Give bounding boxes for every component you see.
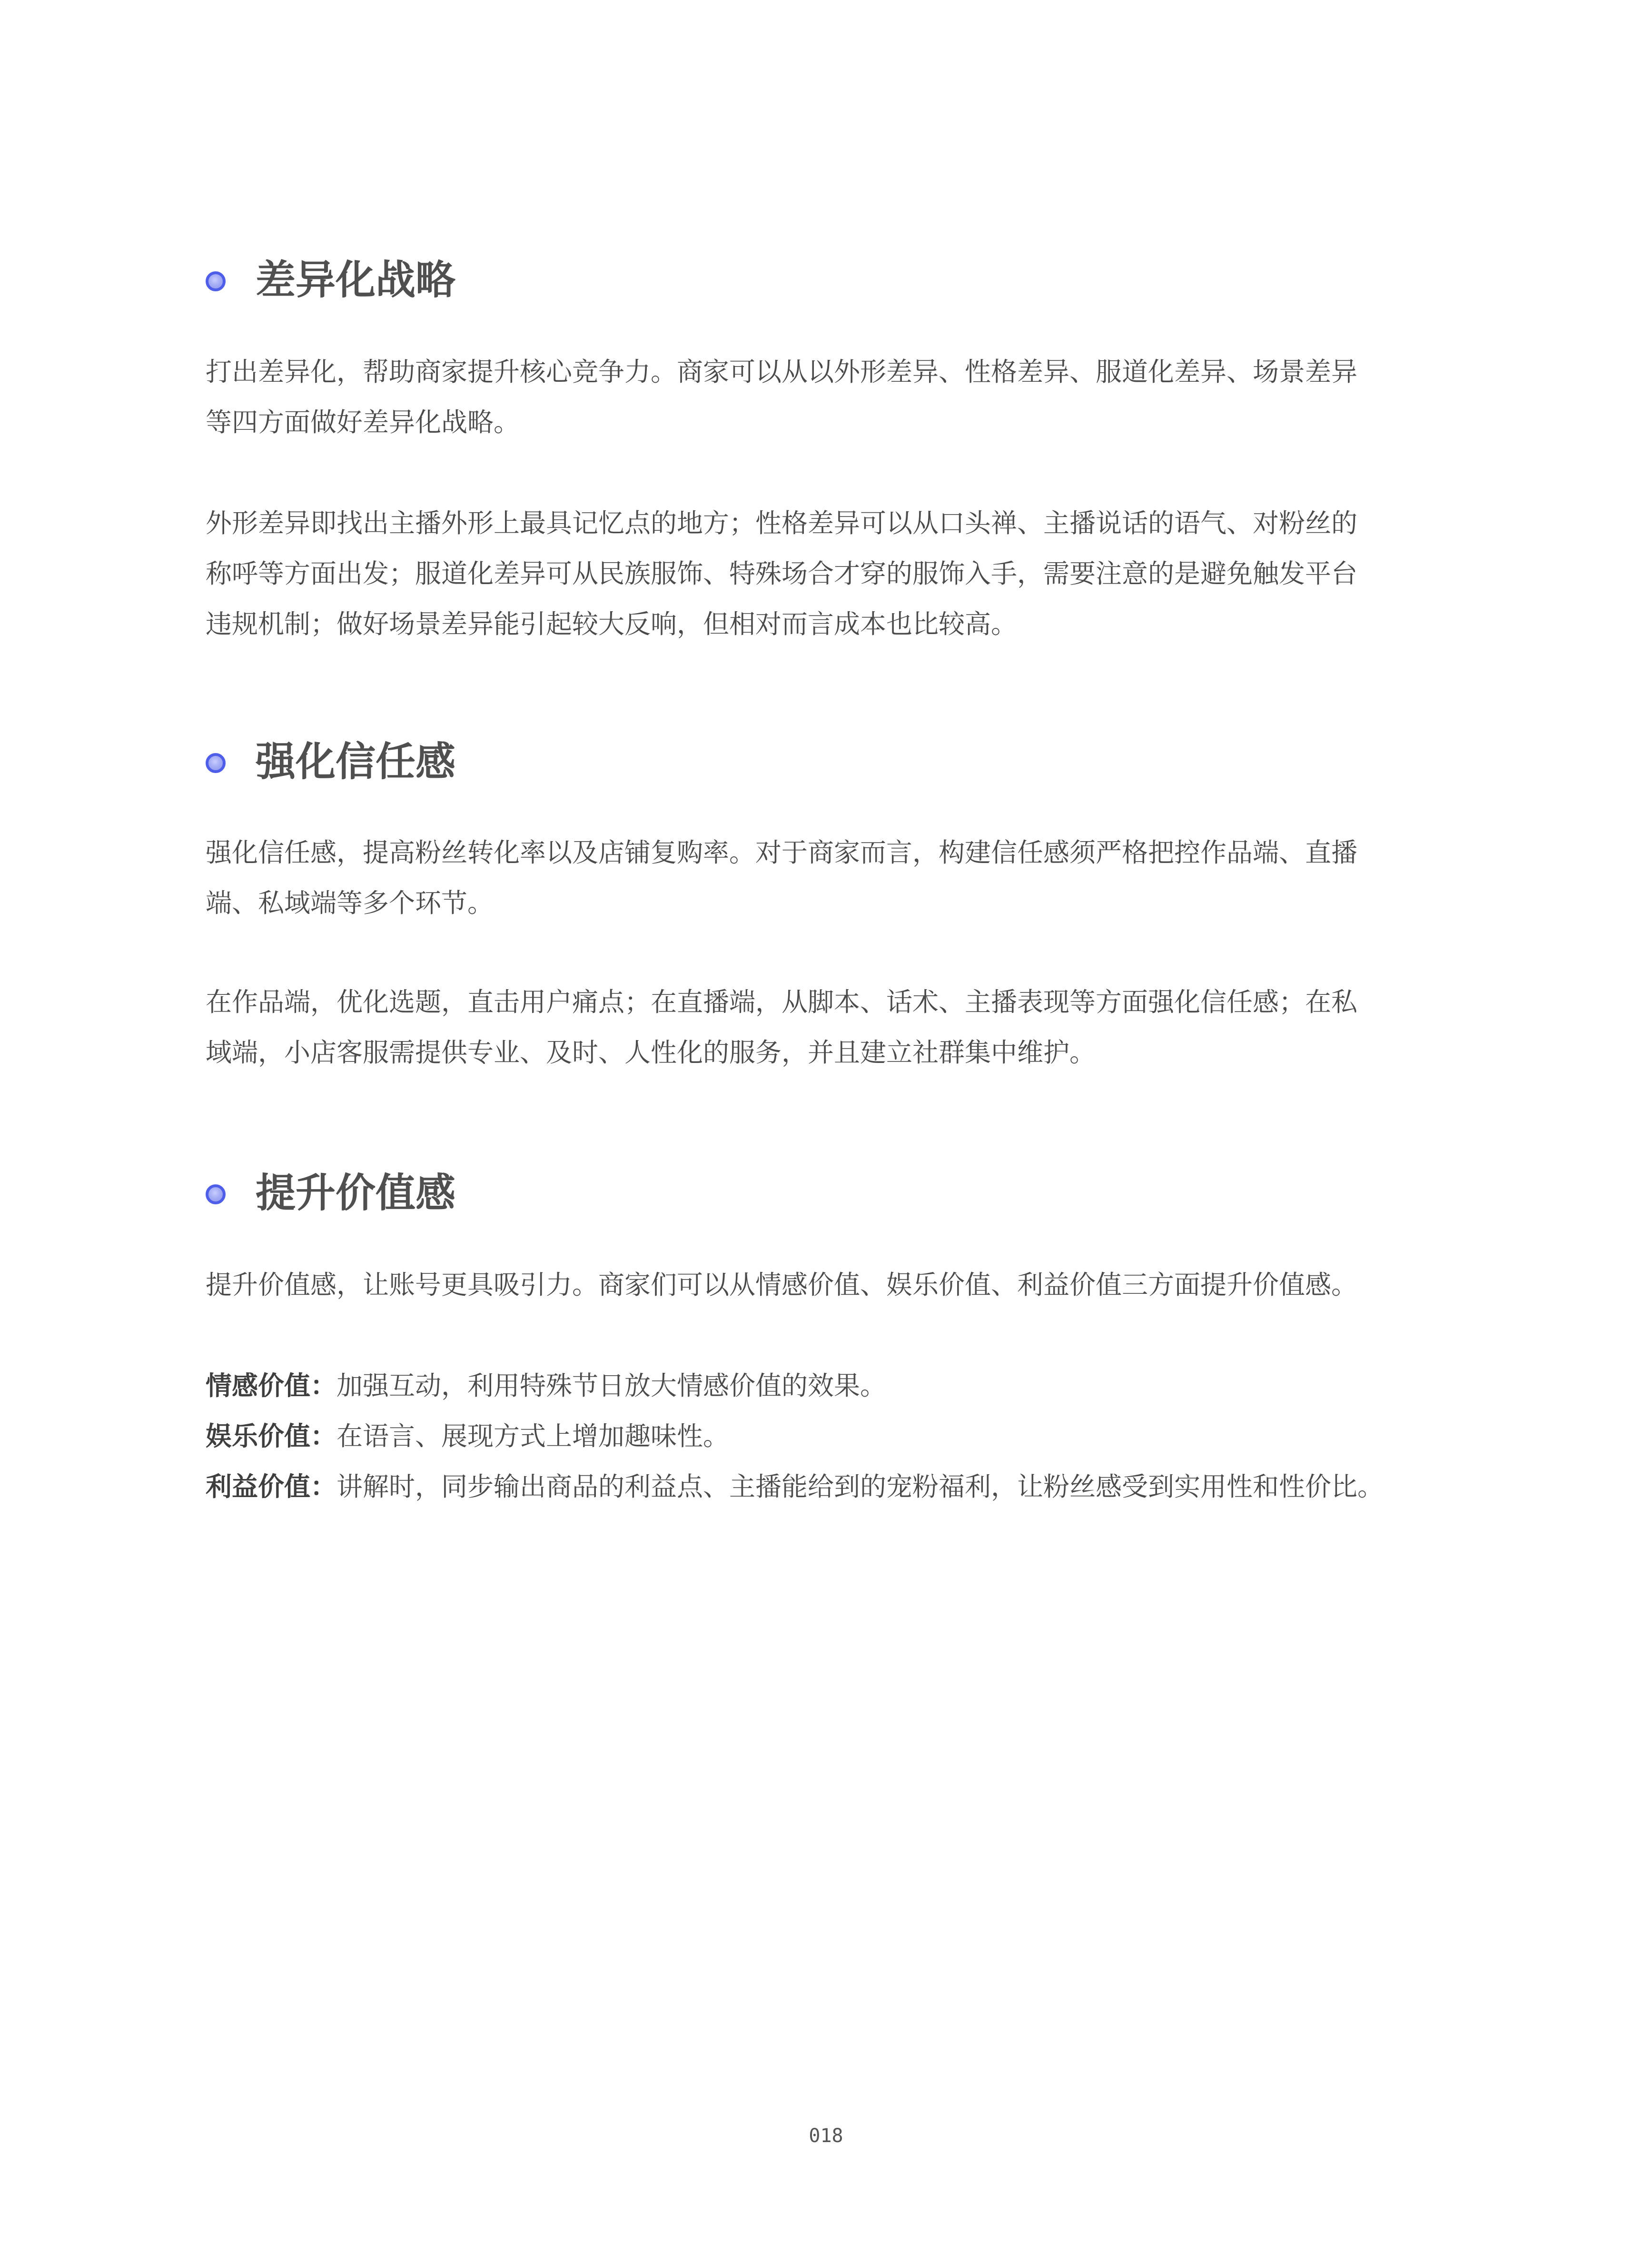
value-item-text: 加强互动，利用特殊节日放大情感价值的效果。 [336, 1370, 887, 1401]
section-heading [206, 251, 1472, 308]
section-title: 差异化战略 [256, 257, 456, 303]
paragraph-line: 外形差异即找出主播外形上最具记忆点的地方；性格差异可以从口头禅、主播说话的语气、对粉丝的 [206, 508, 1358, 538]
page-number: 018 [809, 2125, 843, 2147]
section-title: 强化信任感 [256, 738, 456, 785]
value-item [206, 1360, 1384, 1411]
paragraph [206, 977, 1357, 1078]
value-item-key: 情感价值： [206, 1370, 337, 1401]
paragraph [206, 498, 1357, 649]
section-trust [206, 733, 1472, 1068]
section-heading [206, 1164, 1472, 1221]
section-title: 提升价值感 [256, 1170, 456, 1216]
paragraph [206, 1260, 1357, 1310]
value-item-text: 讲解时，同步输出商品的利益点、主播能给到的宠粉福利，让粉丝感受到实用性和性价比。 [336, 1471, 1384, 1502]
paragraph-line: 打出差异化，帮助商家提升核心竞争力。商家可以从以外形差异、性格差异、服道化差异、场景差异 [206, 357, 1358, 387]
value-item-key: 娱乐价值： [206, 1421, 337, 1451]
value-item-key: 利益价值： [206, 1471, 337, 1502]
value-item [206, 1411, 1384, 1461]
section-differentiation [206, 251, 1472, 639]
paragraph-line: 强化信任感，提高粉丝转化率以及店铺复购率。对于商家而言，构建信任感须严格把控作品端、直播 [206, 837, 1358, 868]
value-item [206, 1461, 1384, 1512]
paragraph-line: 提升价值感，让账号更具吸引力。商家们可以从情感价值、娱乐价值、利益价值三方面提升价值感。 [206, 1270, 1358, 1300]
paragraph [206, 347, 1357, 447]
paragraph-line: 端、私域端等多个环节。 [206, 888, 494, 918]
paragraph-line: 在作品端，优化选题，直击用户痛点；在直播端，从脚本、话术、主播表现等方面强化信任感；在私 [206, 987, 1358, 1017]
bullet-dot-icon [206, 753, 226, 773]
bullet-dot-icon [206, 271, 226, 291]
bullet-dot-icon [206, 1184, 226, 1204]
value-item-text: 在语言、展现方式上增加趣味性。 [336, 1421, 730, 1451]
value-list [206, 1360, 1384, 1512]
paragraph-line: 等四方面做好差异化战略。 [206, 407, 520, 437]
paragraph-line: 称呼等方面出发；服道化差异可从民族服饰、特殊场合才穿的服饰入手，需要注意的是避免触发平台 [206, 558, 1358, 589]
section-heading [206, 733, 1472, 790]
section-value [206, 1164, 1472, 1502]
paragraph [206, 827, 1357, 928]
paragraph-line: 违规机制；做好场景差异能引起较大反响，但相对而言成本也比较高。 [206, 609, 1018, 639]
paragraph-line: 域端，小店客服需提供专业、及时、人性化的服务，并且建立社群集中维护。 [206, 1037, 1096, 1068]
